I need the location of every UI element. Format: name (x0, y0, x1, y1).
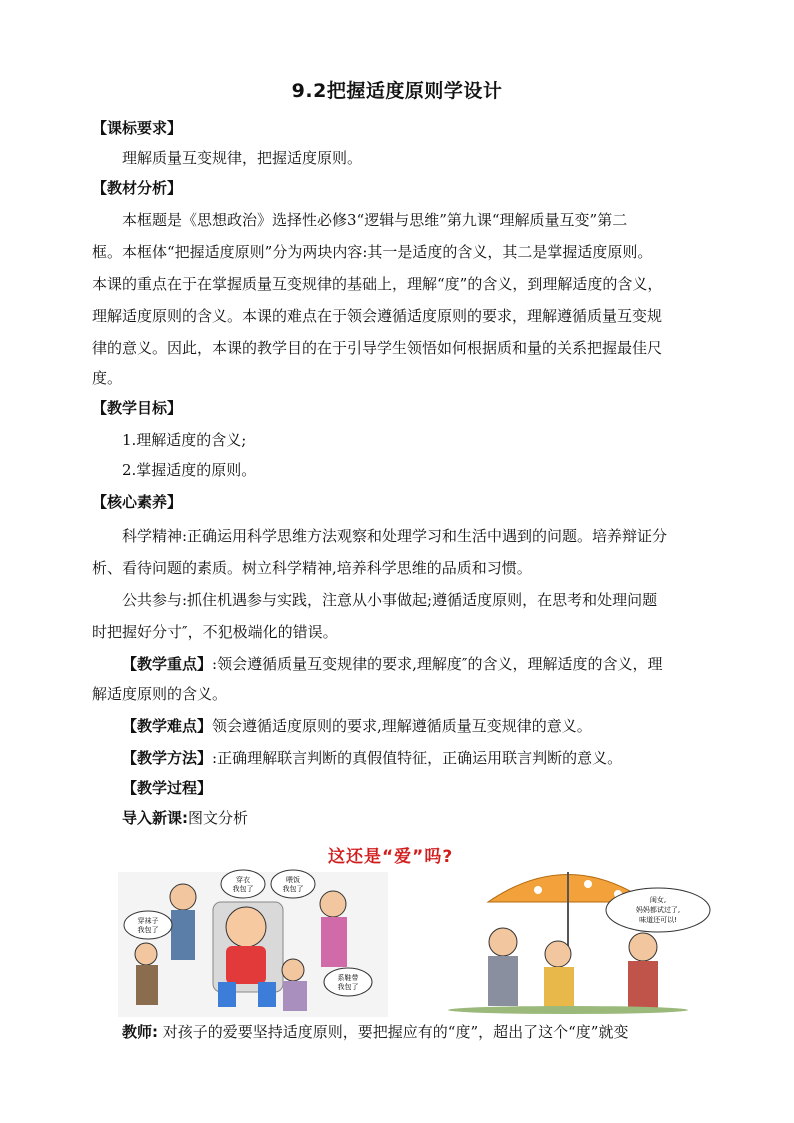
svg-text:喂饭: 喂饭 (286, 876, 300, 884)
svg-text:闺女,: 闺女, (649, 896, 667, 904)
key-points-line (122, 648, 742, 680)
svg-text:穿袜子: 穿袜子 (137, 917, 159, 925)
method-heading: 【教学方法】 (122, 749, 213, 767)
literacy-line: 时把握好分寸″，不犯极端化的错误。 (92, 623, 338, 641)
key-points-text: :领会遵循质量互变规律的要求,理解度″的含义，理解适度的含义，理 (212, 655, 663, 673)
svg-text:系鞋带: 系鞋带 (337, 974, 359, 982)
svg-text:我包了: 我包了 (137, 926, 159, 934)
cartoon-illustration (118, 842, 718, 1017)
difficulty-heading: 【教学难点】 (122, 717, 213, 735)
svg-text:我包了: 我包了 (232, 885, 254, 893)
left-cartoon (118, 870, 388, 1017)
right-cartoon (448, 872, 710, 1014)
literacy-line: 科学精神:正确运用科学思维方法观察和处理学习和生活中遇到的问题。培养辩证分 (122, 527, 668, 545)
analysis-line: 度。 (92, 369, 123, 387)
analysis-line: 理解适度原则的含义。本课的难点在于领会遵循适度原则的要求，理解遵循质量互变规 (92, 307, 663, 325)
literacy-line: 公共参与:抓住机遇参与实践，注意从小事做起;遵循适度原则，在思考和处理问题 (122, 591, 658, 609)
intro-text: 图文分析 (188, 809, 249, 827)
difficulty-line (122, 710, 742, 742)
method-line (122, 742, 742, 774)
key-points-heading: 【教学重点】 (122, 655, 213, 673)
analysis-line: 律的意义。因此，本课的教学目的在于引导学生领悟如何根据质和量的关系把握最佳尺 (92, 339, 663, 357)
goal-item: 2.掌握适度的原则。 (122, 461, 257, 479)
caption-part: “爱” (382, 847, 425, 867)
analysis-line: 本框题是《思想政治》选择性必修3“逻辑与思维”第九课“理解质量互变”第二 (122, 211, 628, 229)
method-text: :正确理解联言判断的真假值特征，正确运用联言判断的意义。 (212, 749, 623, 767)
section-heading-goals: 【教学目标】 (92, 399, 183, 417)
teacher-line (122, 1016, 742, 1048)
section-heading-curriculum: 【课标要求】 (92, 119, 183, 137)
goal-item: 1.理解适度的含义; (122, 431, 247, 449)
analysis-line: 框。本框体“把握适度原则”分为两块内容:其一是适度的含义，其二是掌握适度原则。 (92, 243, 653, 261)
teacher-heading: 教师: (122, 1023, 158, 1041)
teacher-text: 对孩子的爱要坚持适度原则，要把握应有的“度”，超出了这个“度”就变 (158, 1023, 629, 1041)
intro-heading: 导入新课: (122, 809, 188, 827)
caption-part: 这还是 (328, 847, 382, 867)
bubble-text: 穿衣 (236, 876, 250, 884)
svg-text:味道还可以!: 味道还可以! (639, 916, 677, 924)
caption-part: 吗? (424, 847, 454, 867)
section-heading-analysis: 【教材分析】 (92, 179, 183, 197)
svg-text:妈妈都试过了,: 妈妈都试过了, (635, 906, 681, 914)
section-heading-literacy: 【核心素养】 (92, 493, 183, 511)
curriculum-text: 理解质量互变规律，把握适度原则。 (122, 149, 363, 167)
analysis-line: 本课的重点在于在掌握质量互变规律的基础上，理解“度”的含义，到理解适度的含义， (92, 275, 663, 293)
svg-text:我包了: 我包了 (337, 983, 359, 991)
page-title: 9.2把握适度原则学设计 (291, 80, 503, 102)
key-points-line2: 解适度原则的含义。 (92, 685, 228, 703)
literacy-line: 析、看待问题的素质。树立科学精神,培养科学思维的品质和习惯。 (92, 559, 532, 577)
section-heading-process: 【教学过程】 (122, 779, 213, 797)
difficulty-text: 领会遵循适度原则的要求,理解遵循质量互变规律的意义。 (212, 717, 592, 735)
svg-text:我包了: 我包了 (282, 885, 304, 893)
intro-line (122, 802, 742, 834)
